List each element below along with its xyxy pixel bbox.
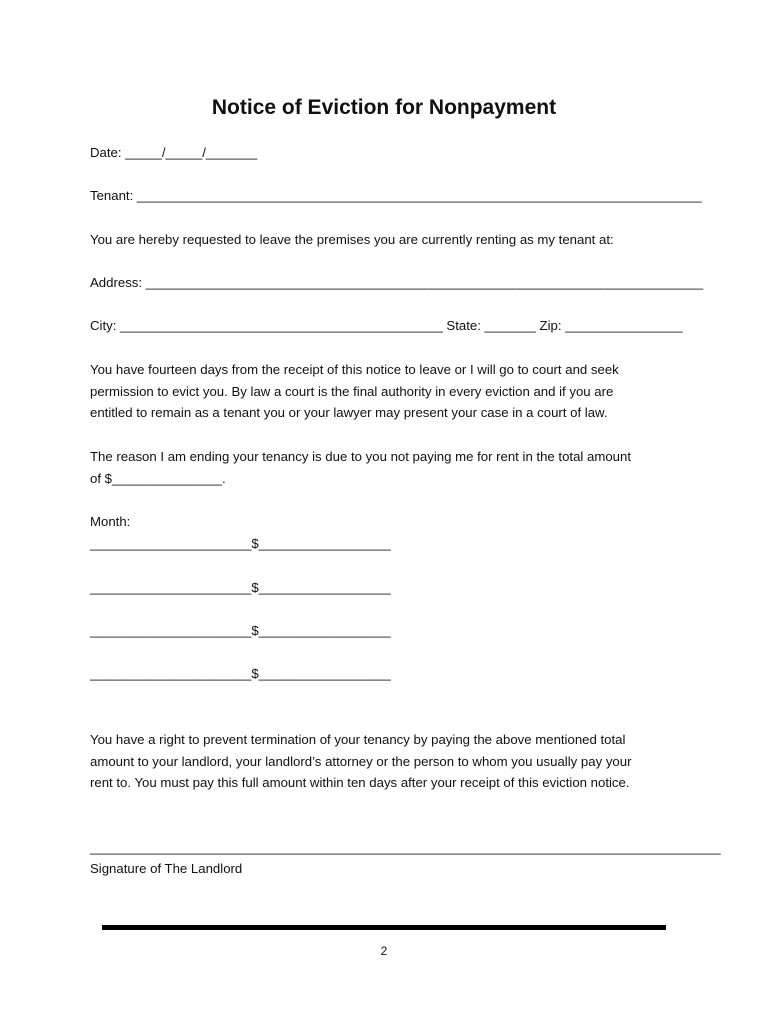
paragraph-line: You have fourteen days from the receipt of this notice to leave or I will go to court and seek — [90, 362, 619, 377]
month-label: Month: — [90, 514, 131, 529]
paragraph-line: amount to your landlord, your landlord’s attorney or the person to whom you usually pay your — [90, 753, 632, 769]
paragraph-line: rent to. You must pay this full amount within ten days after your receipt of this eviction notice. — [90, 775, 630, 791]
paragraph-line: permission to evict you. By law a court is the final authority in every eviction and if you are — [90, 383, 614, 399]
paragraph-line: You have a right to prevent termination of your tenancy by paying the above mentioned total — [90, 732, 626, 747]
signature-line: ______________________________________________________________________________________ — [90, 840, 721, 855]
signature-label: Signature of The Landlord — [90, 861, 243, 876]
reason-paragraph — [90, 446, 690, 489]
request-text: You are hereby requested to leave the premises you are currently renting as my tenant at: — [90, 232, 614, 247]
footer-divider — [102, 925, 666, 930]
date-field: Date: _____/_____/_______ — [90, 145, 258, 160]
paragraph-line: entitled to remain as a tenant you or your lawyer may present your case in a court of law. — [90, 405, 608, 421]
city-state-zip-field: City: ____________________________________________ State: _______ Zip: ________________ — [90, 318, 683, 333]
month-amount-row: ______________________$__________________ — [90, 536, 391, 551]
fourteen-days-paragraph — [90, 359, 690, 424]
paragraph-line: of $_______________. — [90, 470, 226, 486]
document-title: Notice of Eviction for Nonpayment — [211, 96, 557, 119]
right-to-prevent-paragraph — [90, 729, 690, 794]
month-amount-row: ______________________$__________________ — [90, 666, 391, 681]
month-amount-row: ______________________$__________________ — [90, 623, 391, 638]
page-number: 2 — [380, 944, 388, 958]
address-field: Address: ____________________________________________________________________________ — [90, 275, 704, 290]
tenant-field: Tenant: _____________________________________________________________________________ — [90, 188, 702, 203]
month-amount-row: ______________________$__________________ — [90, 580, 391, 595]
paragraph-line: The reason I am ending your tenancy is due to you not paying me for rent in the total amount — [90, 449, 632, 464]
